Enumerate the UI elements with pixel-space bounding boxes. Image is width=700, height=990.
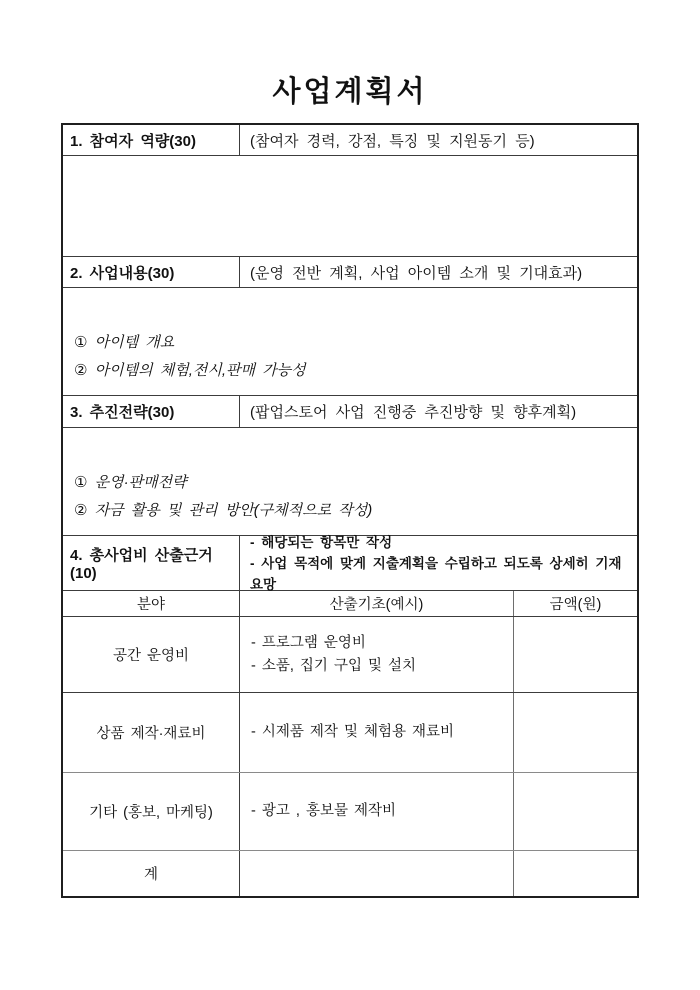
section-2-body — [63, 288, 637, 395]
section-4-header-row — [63, 536, 637, 591]
budget-row-etc-amount — [514, 773, 637, 850]
plan-table — [61, 123, 639, 898]
budget-row-space-basis — [240, 617, 514, 692]
section-3-header-row — [63, 396, 637, 428]
section-3-body-line-1: ① 운영·판매전략 — [74, 474, 187, 491]
page-title: 사업계획서 — [272, 76, 428, 108]
budget-col-category: 분야 — [63, 591, 240, 616]
budget-row-space — [63, 617, 637, 693]
section-2-body-line-1: ① 아이템 개요 — [74, 334, 175, 351]
section-2-label: 2. 사업내용(30) — [63, 257, 240, 287]
budget-row-product-basis — [240, 693, 514, 772]
budget-header-row — [63, 591, 637, 617]
section-2-hint: (운영 전반 계획, 사업 아이템 소개 및 기대효과) — [250, 264, 583, 282]
budget-row-etc-basis — [240, 773, 514, 850]
section-2-body-row — [63, 288, 637, 396]
budget-row-product-amount — [514, 693, 637, 772]
section-3-body-row — [63, 428, 637, 536]
section-3-body-line-2: ② 자금 활용 및 관리 방안(구체적으로 작성) — [74, 502, 373, 519]
section-2-header-row — [63, 257, 637, 288]
budget-row-product — [63, 693, 637, 773]
section-4-notes — [240, 536, 637, 590]
budget-row-etc — [63, 773, 637, 851]
budget-col-basis: 산출기초(예시) — [240, 591, 514, 616]
budget-row-total-amount — [514, 851, 637, 896]
budget-table — [63, 591, 637, 896]
section-3-hint: (팝업스토어 사업 진행중 추진방향 및 향후계획) — [250, 404, 577, 421]
section-3-label: 3. 추진전략(30) — [63, 396, 240, 427]
section-3-body — [63, 428, 637, 535]
budget-row-etc-category: 기타 (홍보, 마케팅) — [63, 773, 240, 850]
section-1-label: 1. 참여자 역량(30) — [63, 125, 240, 155]
budget-row-total-category: 계 — [63, 851, 240, 896]
section-4-note-1: - 해당되는 항목만 작성 — [250, 534, 393, 550]
budget-row-total — [63, 851, 637, 896]
section-1-body — [63, 156, 637, 256]
budget-row-product-category: 상품 제작·재료비 — [63, 693, 240, 772]
budget-row-space-amount — [514, 617, 637, 692]
budget-row-space-basis-line-1: - 프로그램 운영비 — [251, 634, 366, 651]
section-4-label: 4. 총사업비 산출근거(10) — [63, 536, 240, 590]
section-1-hint: (참여자 경력, 강점, 특징 및 지원동기 등) — [250, 132, 535, 150]
budget-row-product-basis-line-1: - 시제품 제작 및 체험용 재료비 — [251, 724, 455, 740]
budget-row-etc-basis-line-1: - 광고 , 홍보물 제작비 — [251, 803, 397, 819]
budget-row-space-basis-line-2: - 소품, 집기 구입 및 설치 — [251, 657, 417, 674]
section-1-header-row — [63, 125, 637, 156]
budget-row-total-basis — [240, 851, 514, 896]
section-1-body-row — [63, 156, 637, 257]
budget-col-amount: 금액(원) — [549, 597, 602, 613]
budget-row-space-category: 공간 운영비 — [63, 617, 240, 692]
section-2-body-line-2: ② 아이템의 체험,전시,판매 가능성 — [74, 362, 306, 379]
section-4-note-2: - 사업 목적에 맞게 지출계획을 수립하고 되도록 상세히 기재 요망 — [250, 555, 622, 592]
